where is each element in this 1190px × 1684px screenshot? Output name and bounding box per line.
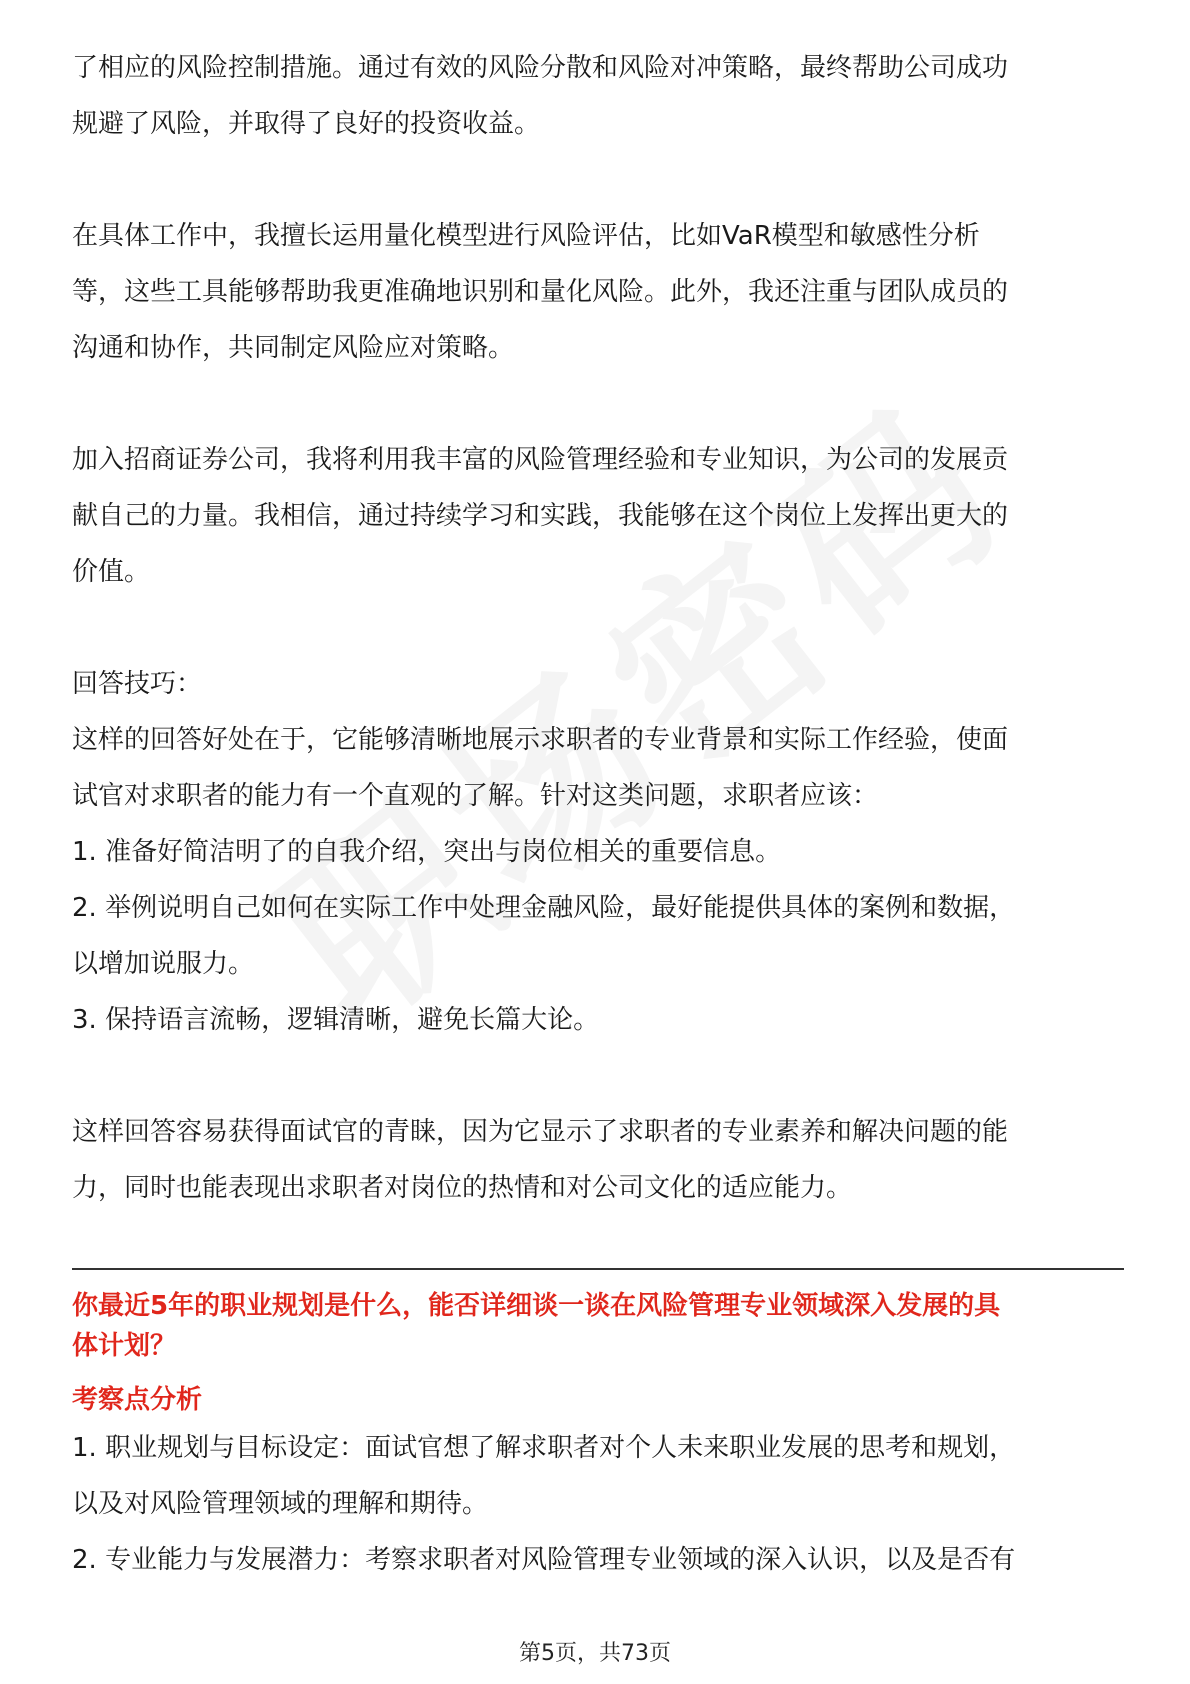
- section-divider: [72, 1268, 1124, 1270]
- page-number: 第5页，共73页: [519, 1641, 671, 1666]
- text-line: 了相应的风险控制措施。通过有效的风险分散和风险对冲策略，最终帮助公司成功: [72, 53, 1009, 83]
- text-line: 价值。: [72, 557, 151, 587]
- text-line: 规避了风险，并取得了良好的投资收益。: [72, 109, 541, 139]
- answer-body: [72, 40, 1124, 1216]
- text-line: 加入招商证券公司，我将利用我丰富的风险管理经验和专业知识，为公司的发展贡: [72, 445, 1009, 475]
- analysis-item: 2. 专业能力与发展潜力：考察求职者对风险管理专业领域的深入认识，以及是否有: [72, 1545, 1016, 1575]
- text-line: 这样回答容易获得面试官的青睐，因为它显示了求职者的专业素养和解决问题的能: [72, 1117, 1009, 1147]
- interview-question: [72, 1286, 1124, 1366]
- text-line: 沟通和协作，共同制定风险应对策略。: [72, 333, 515, 363]
- text-line: 试官对求职者的能力有一个直观的了解。针对这类问题，求职者应该：: [72, 781, 879, 811]
- analysis-title: 考察点分析: [72, 1385, 203, 1415]
- text-line: 献自己的力量。我相信，通过持续学习和实践，我能够在这个岗位上发挥出更大的: [72, 501, 1009, 531]
- text-line: 等，这些工具能够帮助我更准确地识别和量化风险。此外，我还注重与团队成员的: [72, 277, 1009, 307]
- analysis-item: 以及对风险管理领域的理解和期待。: [72, 1489, 489, 1519]
- paragraph-join-company: [72, 432, 1124, 600]
- question-line: 体计划？: [72, 1331, 177, 1361]
- analysis-item: 1. 职业规划与目标设定：面试官想了解求职者对个人未来职业发展的思考和规划，: [72, 1433, 1016, 1463]
- answer-tips: [72, 656, 1124, 1048]
- question-line: 你最近5年的职业规划是什么，能否详细谈一谈在风险管理专业领域深入发展的具: [72, 1291, 1001, 1321]
- tip-item: 1. 准备好简洁明了的自我介绍，突出与岗位相关的重要信息。: [72, 837, 782, 867]
- tip-item: 2. 举例说明自己如何在实际工作中处理金融风险，最好能提供具体的案例和数据，: [72, 893, 1016, 923]
- paragraph-risk-control: [72, 40, 1124, 152]
- tips-title: 回答技巧：: [72, 669, 203, 699]
- paragraph-quant-models: [72, 208, 1124, 376]
- analysis-list: [72, 1420, 1124, 1588]
- tip-item: 3. 保持语言流畅，逻辑清晰，避免长篇大论。: [72, 1005, 600, 1035]
- text-line: 在具体工作中，我擅长运用量化模型进行风险评估，比如VaR模型和敏感性分析: [72, 221, 980, 251]
- paragraph-conclusion: [72, 1104, 1124, 1216]
- text-line: 力，同时也能表现出求职者对岗位的热情和对公司文化的适应能力。: [72, 1173, 853, 1203]
- tip-item: 以增加说服力。: [72, 949, 255, 979]
- text-line: 这样的回答好处在于，它能够清晰地展示求职者的专业背景和实际工作经验，使面: [72, 725, 1009, 755]
